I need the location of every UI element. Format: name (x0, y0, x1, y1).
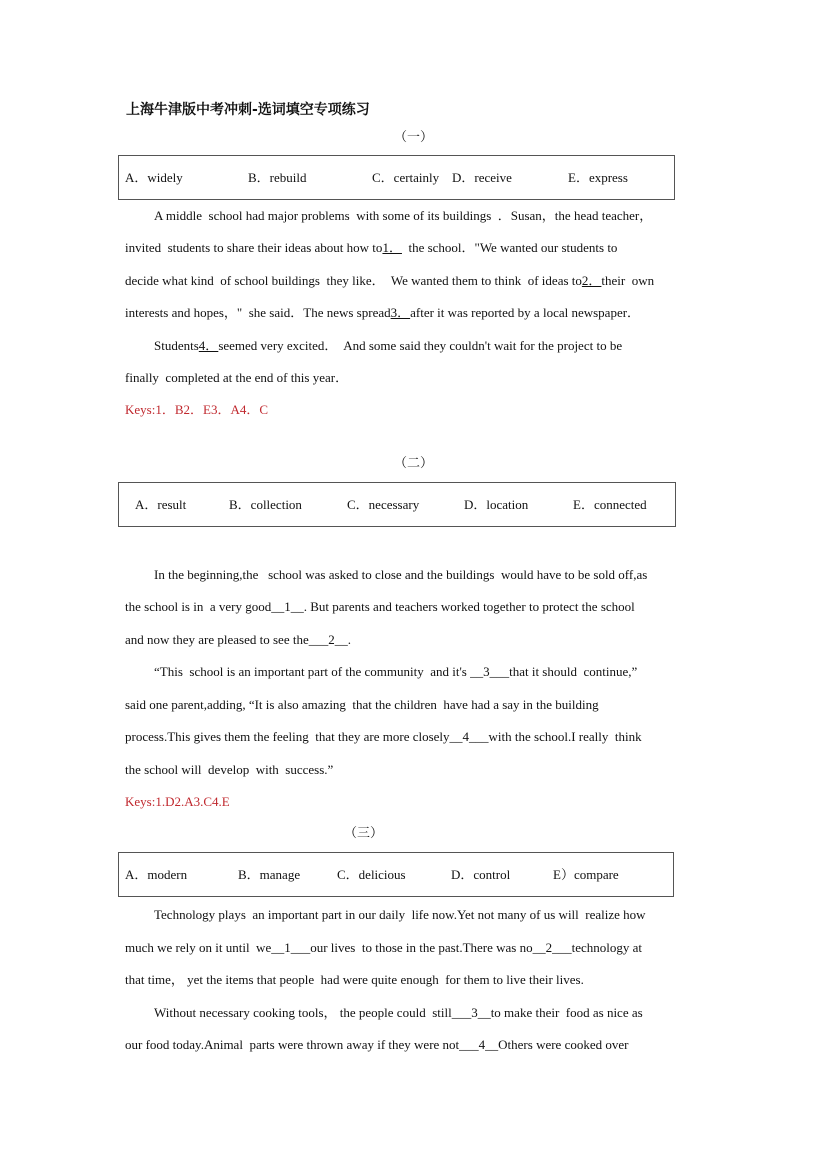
option-c: C．necessary (347, 497, 420, 512)
text: A middle school had major problems with some of its buildings ．Susan，the head teacher， (154, 208, 653, 223)
paragraph-line: said one parent,adding, “It is also amazing that the children have had a say in the building (125, 697, 599, 712)
text: interests and hopes，" she said．The news spread (125, 305, 391, 320)
paragraph-line: Technology plays an important part in our daily life now.Yet not many of us will realize how (154, 907, 646, 922)
section-2-options-box (118, 482, 676, 527)
option-d: D．location (464, 497, 529, 512)
option-a: A．modern (125, 867, 188, 882)
text: finally completed at the end of this year． (125, 370, 349, 385)
paragraph-line: and now they are pleased to see the___2__. (125, 632, 351, 647)
text: invited students to share their ideas about how to (125, 240, 383, 255)
paragraph-line: that time， yet the items that people had were quite enough for them to live their lives. (125, 972, 584, 987)
answer-keys: Keys:1.D2.A3.C4.E (125, 794, 230, 809)
blank-3: 3． (390, 305, 411, 320)
section-3-heading: （三） (343, 825, 383, 840)
option-e: E）compare (553, 867, 619, 882)
paragraph-line (125, 273, 654, 289)
option-e: E．express (568, 170, 628, 185)
document-title: 上海牛津版中考冲刺-选词填空专项练习 (126, 102, 370, 118)
answer-keys: Keys:1．B2．E3．A4．C (125, 402, 269, 417)
paragraph-line: much we rely on it until we__1___our lives to those in the past.There was no__2___technology at (125, 940, 643, 955)
option-b: B．manage (238, 867, 301, 882)
paragraph-line (154, 208, 652, 224)
paragraph-line: “This school is an important part of the community and it's __3___that it should continue,” (154, 664, 638, 679)
paragraph-line (154, 338, 622, 354)
text: their own (601, 273, 655, 288)
option-b: B．rebuild (248, 170, 307, 185)
option-a: A．widely (125, 170, 183, 185)
paragraph-line: Without necessary cooking tools， the people could still___3__to make their food as nice as (154, 1005, 643, 1020)
option-e: E．connected (573, 497, 647, 512)
text: decide what kind of school buildings they like． We wanted them to think of ideas to (125, 273, 582, 288)
option-b: B．collection (229, 497, 302, 512)
section-1-options-box (118, 155, 675, 200)
text: seemed very excited． And some said they couldn't wait for the project to be (218, 338, 623, 353)
text: Students (154, 338, 199, 353)
section-3-options-box (118, 852, 674, 897)
paragraph-line: the school will develop with success.” (125, 762, 334, 777)
option-a: A．result (135, 497, 187, 512)
option-d: D．control (451, 867, 511, 882)
option-c: C．delicious (337, 867, 406, 882)
blank-2: 2． (581, 273, 602, 288)
blank-1: 1． (382, 240, 402, 255)
section-1-heading: （一） (393, 129, 433, 144)
blank-4: 4． (198, 338, 219, 353)
paragraph-line (125, 305, 640, 321)
option-d: D．receive (452, 170, 512, 185)
option-c: C．certainly (372, 170, 440, 185)
text: the school．"We wanted our students to (401, 240, 618, 255)
paragraph-line (125, 370, 348, 386)
paragraph-line: the school is in a very good__1__. But parents and teachers worked together to protect the school (125, 599, 635, 614)
paragraph-line: process.This gives them the feeling that they are more closely__4___with the school.I really think (125, 729, 642, 744)
paragraph-line: In the beginning,the school was asked to close and the buildings would have to be sold off,as (154, 567, 648, 582)
paragraph-line (125, 240, 617, 256)
section-2-heading: （二） (393, 455, 433, 470)
paragraph-line: our food today.Animal parts were thrown away if they were not___4__Others were cooked over (125, 1037, 629, 1052)
text: after it was reported by a local newspaper． (410, 305, 641, 320)
